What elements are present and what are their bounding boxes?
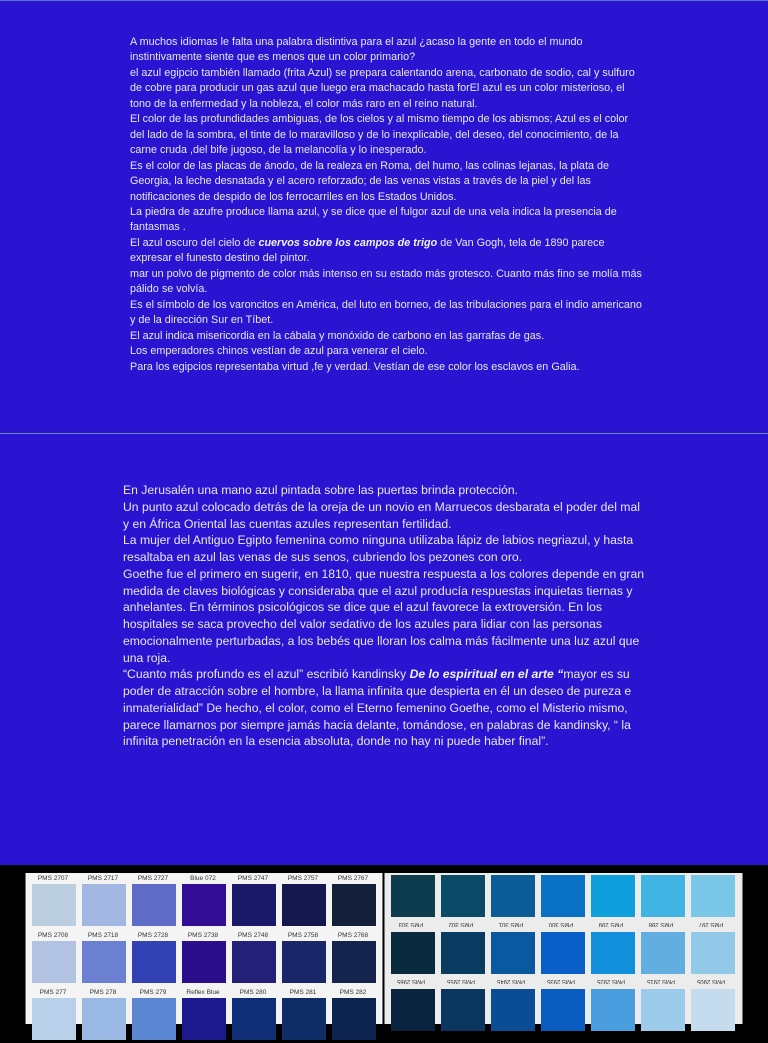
color-swatch <box>329 989 377 1043</box>
swatch-label: PMS 2758 <box>287 932 319 939</box>
swatch-chip <box>641 932 685 974</box>
text-run: El color de las profundidades ambiguas, de los cielos y al mismo tiempo de los abismos; Azul es el color del lado de la sombra, el tinte de lo maravilloso y de lo inexplicable, del deseo, del conocimiento, de la carne cruda ,del bife jugoso, de la melancolía y lo inesperado. <box>130 113 629 157</box>
italic-title: cuervos sobre los campos de trigo <box>258 236 438 249</box>
swatch-label: PMS 303 <box>398 921 424 927</box>
color-swatch <box>129 875 177 929</box>
swatch-card-left <box>25 873 383 1024</box>
color-swatch <box>229 989 277 1043</box>
swatch-chip <box>232 884 276 926</box>
paragraph <box>123 566 648 667</box>
swatch-chip <box>541 932 585 974</box>
paragraph <box>130 159 645 205</box>
text-run: Es el símbolo de los varoncitos en América, del luto en borneo, de las tribulaciones para el indio americano y de la dirección Sur en Tíbet. <box>130 298 642 327</box>
text-run: Un punto azul colocado detrás de la oreja de un novio en Marruecos desbarata el poder del mal y en África Oriental las cuentas azules representan fertilidad. <box>123 499 640 531</box>
swatch-label: PMS 299 <box>598 921 624 927</box>
color-swatch <box>29 989 77 1043</box>
swatch-label: PMS 2925 <box>596 978 626 984</box>
color-swatch <box>29 932 77 986</box>
swatch-label: PMS 301 <box>498 921 524 927</box>
swatch-chip <box>232 941 276 983</box>
swatch-chip <box>441 989 485 1031</box>
color-swatch <box>179 989 227 1043</box>
color-swatch <box>688 875 736 929</box>
text-run: Es el color de las placas de ánodo, de la realeza en Roma, del humo, las colinas lejanas, la plata de Georgia, la leche desnatada y el acero reforzado; de las venas vistas a través de la piel y del las notificaciones de despido de los ferrocarriles en los Estados Unidos. <box>130 159 609 203</box>
text-run: La mujer del Antiguo Egipto femenina como ninguna utilizaba lápiz de labios negriazul, y hasta resaltaba en azul las venas de sus senos, cubriendo los pezones con oro. <box>123 533 634 564</box>
swatch-chip <box>391 932 435 974</box>
text-run: “Cuanto más profundo es el azul” escribió kandinsky <box>123 667 410 682</box>
swatch-chip <box>282 941 326 983</box>
swatch-chip <box>491 932 535 974</box>
color-swatch <box>438 989 486 1043</box>
swatch-chip <box>182 941 226 983</box>
text-run: El azul indica misericordia en la cábala y monóxido de carbono en las garrafas de gas. <box>130 329 545 342</box>
color-swatch <box>329 932 377 986</box>
paragraph <box>130 267 645 298</box>
swatch-label: PMS 2738 <box>187 932 219 939</box>
swatch-label: PMS 2768 <box>337 932 369 939</box>
color-swatch <box>638 875 686 929</box>
color-swatch <box>129 932 177 986</box>
swatch-chip <box>132 998 176 1040</box>
swatch-label: PMS 2955 <box>446 978 476 984</box>
color-swatch <box>388 932 436 986</box>
swatch-chip <box>591 875 635 917</box>
color-swatch <box>488 875 536 929</box>
swatch-label: PMS 298 <box>648 921 674 927</box>
paragraph <box>123 532 648 566</box>
swatch-chip <box>491 875 535 917</box>
swatch-label: PMS 2965 <box>396 978 426 984</box>
paragraph <box>123 482 648 499</box>
text-run: Goethe fue el primero en sugerir, en 1810, que nuestra respuesta a los colores depende en gran medida de claves biológicas y consideraba que el azul producía respuestas inquietas tiernas y anhelantes. En términos psicológicos se dice que el azul favorece la extroversión. En los hospitales se saca provecho del valor sedativo de los azules para lidiar con las personas emocionalmente perturbadas, a los bebés que lloran los calma más fácilmente una luz azul que una roja. <box>123 566 645 665</box>
color-swatch <box>79 875 127 929</box>
swatch-label: Reflex Blue <box>186 989 220 996</box>
swatch-label: PMS 2708 <box>37 932 69 939</box>
swatch-label: PMS 2747 <box>237 875 269 882</box>
swatch-chip <box>282 998 326 1040</box>
text-run: de Van Gogh, tela de 1890 parece expresar el funesto destino del pintor. <box>130 236 605 265</box>
slide-upper <box>0 0 768 433</box>
swatch-label: PMS 302 <box>448 921 474 927</box>
swatch-label: PMS 282 <box>339 989 367 996</box>
text-run: El azul oscuro del cielo de <box>130 236 259 249</box>
swatch-chip <box>332 941 376 983</box>
color-swatch <box>688 932 736 986</box>
text-run: Para los egipcios representaba virtud ,fe y verdad. Vestían de ese color los esclavos en Galia. <box>130 360 580 373</box>
swatch-chip <box>132 884 176 926</box>
swatch-chip <box>282 884 326 926</box>
swatch-label: PMS 280 <box>239 989 267 996</box>
color-swatch <box>538 932 586 986</box>
swatch-chip <box>32 998 76 1040</box>
swatch-label: PMS 300 <box>548 921 574 927</box>
text-run: En Jerusalén una mano azul pintada sobre las puertas brinda protección. <box>123 483 518 497</box>
swatch-card-right <box>384 873 743 1024</box>
swatch-chip <box>132 941 176 983</box>
swatch-label: PMS 2757 <box>287 875 319 882</box>
swatch-chip <box>82 998 126 1040</box>
swatch-label: PMS 2728 <box>137 932 169 939</box>
color-swatch <box>488 932 536 986</box>
paragraph <box>130 344 645 359</box>
swatch-chip <box>641 875 685 917</box>
paragraph <box>123 666 648 750</box>
swatch-chip <box>391 989 435 1031</box>
color-swatch <box>538 875 586 929</box>
swatch-chip <box>232 998 276 1040</box>
paragraph <box>130 66 645 112</box>
color-swatch <box>488 989 536 1043</box>
color-swatch <box>179 875 227 929</box>
color-swatch <box>638 932 686 986</box>
color-swatch <box>638 989 686 1043</box>
color-swatch <box>588 989 636 1043</box>
color-swatch <box>688 989 736 1043</box>
paragraph <box>130 298 645 329</box>
color-swatch <box>179 932 227 986</box>
swatch-chip <box>491 989 535 1031</box>
color-swatch <box>129 989 177 1043</box>
color-swatch <box>588 932 636 986</box>
color-swatch <box>79 932 127 986</box>
color-swatch <box>79 989 127 1043</box>
paragraph <box>130 360 645 375</box>
swatch-chip <box>641 989 685 1031</box>
swatch-label: PMS 277 <box>39 989 67 996</box>
paragraph <box>130 35 645 66</box>
swatch-chip <box>591 932 635 974</box>
text-run: La piedra de azufre produce llama azul, y se dice que el fulgor azul de una vela indica la presencia de fantasmas . <box>130 205 617 234</box>
swatch-chip <box>332 998 376 1040</box>
swatch-chip <box>541 989 585 1031</box>
italic-title: De lo espiritual en el arte “ <box>409 667 564 682</box>
color-swatch <box>588 875 636 929</box>
swatch-label: PMS 2718 <box>87 932 119 939</box>
slide-upper-text <box>130 35 645 375</box>
swatch-label: PMS 278 <box>89 989 117 996</box>
paragraph <box>123 499 648 533</box>
swatch-label: PMS 2915 <box>646 978 676 984</box>
paragraph <box>130 112 645 158</box>
color-swatch <box>279 989 327 1043</box>
swatch-chip <box>441 875 485 917</box>
color-swatch <box>229 932 277 986</box>
swatch-label: PMS 2945 <box>496 978 526 984</box>
swatch-chip <box>691 875 735 917</box>
swatch-label: PMS 2748 <box>237 932 269 939</box>
swatch-label: PMS 2707 <box>37 875 69 882</box>
color-swatch <box>438 875 486 929</box>
pantone-swatch-image <box>0 865 768 1024</box>
swatch-label: PMS 2935 <box>546 978 576 984</box>
swatch-label: Blue 072 <box>190 875 216 882</box>
color-swatch <box>279 875 327 929</box>
swatch-chip <box>32 884 76 926</box>
color-swatch <box>229 875 277 929</box>
slide-lower-text <box>123 482 648 750</box>
color-swatch <box>29 875 77 929</box>
swatch-label: PMS 297 <box>698 921 724 927</box>
color-swatch <box>538 989 586 1043</box>
swatch-chip <box>82 941 126 983</box>
swatch-label: PMS 2727 <box>137 875 169 882</box>
swatch-chip <box>32 941 76 983</box>
swatch-chip <box>591 989 635 1031</box>
swatch-chip <box>82 884 126 926</box>
swatch-chip <box>441 932 485 974</box>
swatch-chip <box>182 998 226 1040</box>
color-swatch <box>438 932 486 986</box>
swatch-label: PMS 2905 <box>696 978 726 984</box>
swatch-chip <box>691 932 735 974</box>
paragraph <box>130 236 645 267</box>
swatch-chip <box>691 989 735 1031</box>
text-run: Los emperadores chinos vestían de azul para venerar el cielo. <box>130 345 428 358</box>
swatch-label: PMS 2717 <box>87 875 119 882</box>
color-swatch <box>388 875 436 929</box>
swatch-chip <box>182 884 226 926</box>
swatch-label: PMS 281 <box>289 989 317 996</box>
color-swatch <box>388 989 436 1043</box>
paragraph <box>130 329 645 344</box>
text-run: mar un polvo de pigmento de color más intenso en su estado más grotesco. Cuanto más fino se molía más pálido se volvía. <box>130 267 642 296</box>
color-swatch <box>329 875 377 929</box>
swatch-label: PMS 2767 <box>337 875 369 882</box>
swatch-label: PMS 279 <box>139 989 167 996</box>
text-run: mayor es su poder de atracción sobre el hombre, la llama infinita que despierta en él un deseo de pureza e inmaterialidad” De hecho, el color, como el Eterno femenino Goethe, como el Misterio mismo, parece llamarnos por siempre jamás hacia delante, tomándose, en palabras de kandinsky, “ la infinita penetración en la esencia absoluta, donde no hay ni puede haber final”. <box>123 667 632 749</box>
text-run: el azul egipcio también llamado (frita Azul) se prepara calentando arena, carbonato de sodio, cal y sulfuro de cobre para producir un gas azul que luego era machacado hasta forEl azul es un color misterioso, el tono de la enfermedad y la nobleza, el color más raro en el reino natural. <box>130 66 635 110</box>
slide-lower <box>0 433 768 865</box>
text-run: A muchos idiomas le falta una palabra distintiva para el azul ¿acaso la gente en todo el mundo instintivamente siente que es menos que un color primario? <box>130 36 583 64</box>
swatch-chip <box>541 875 585 917</box>
swatch-chip <box>391 875 435 917</box>
swatch-chip <box>332 884 376 926</box>
paragraph <box>130 205 645 236</box>
color-swatch <box>279 932 327 986</box>
